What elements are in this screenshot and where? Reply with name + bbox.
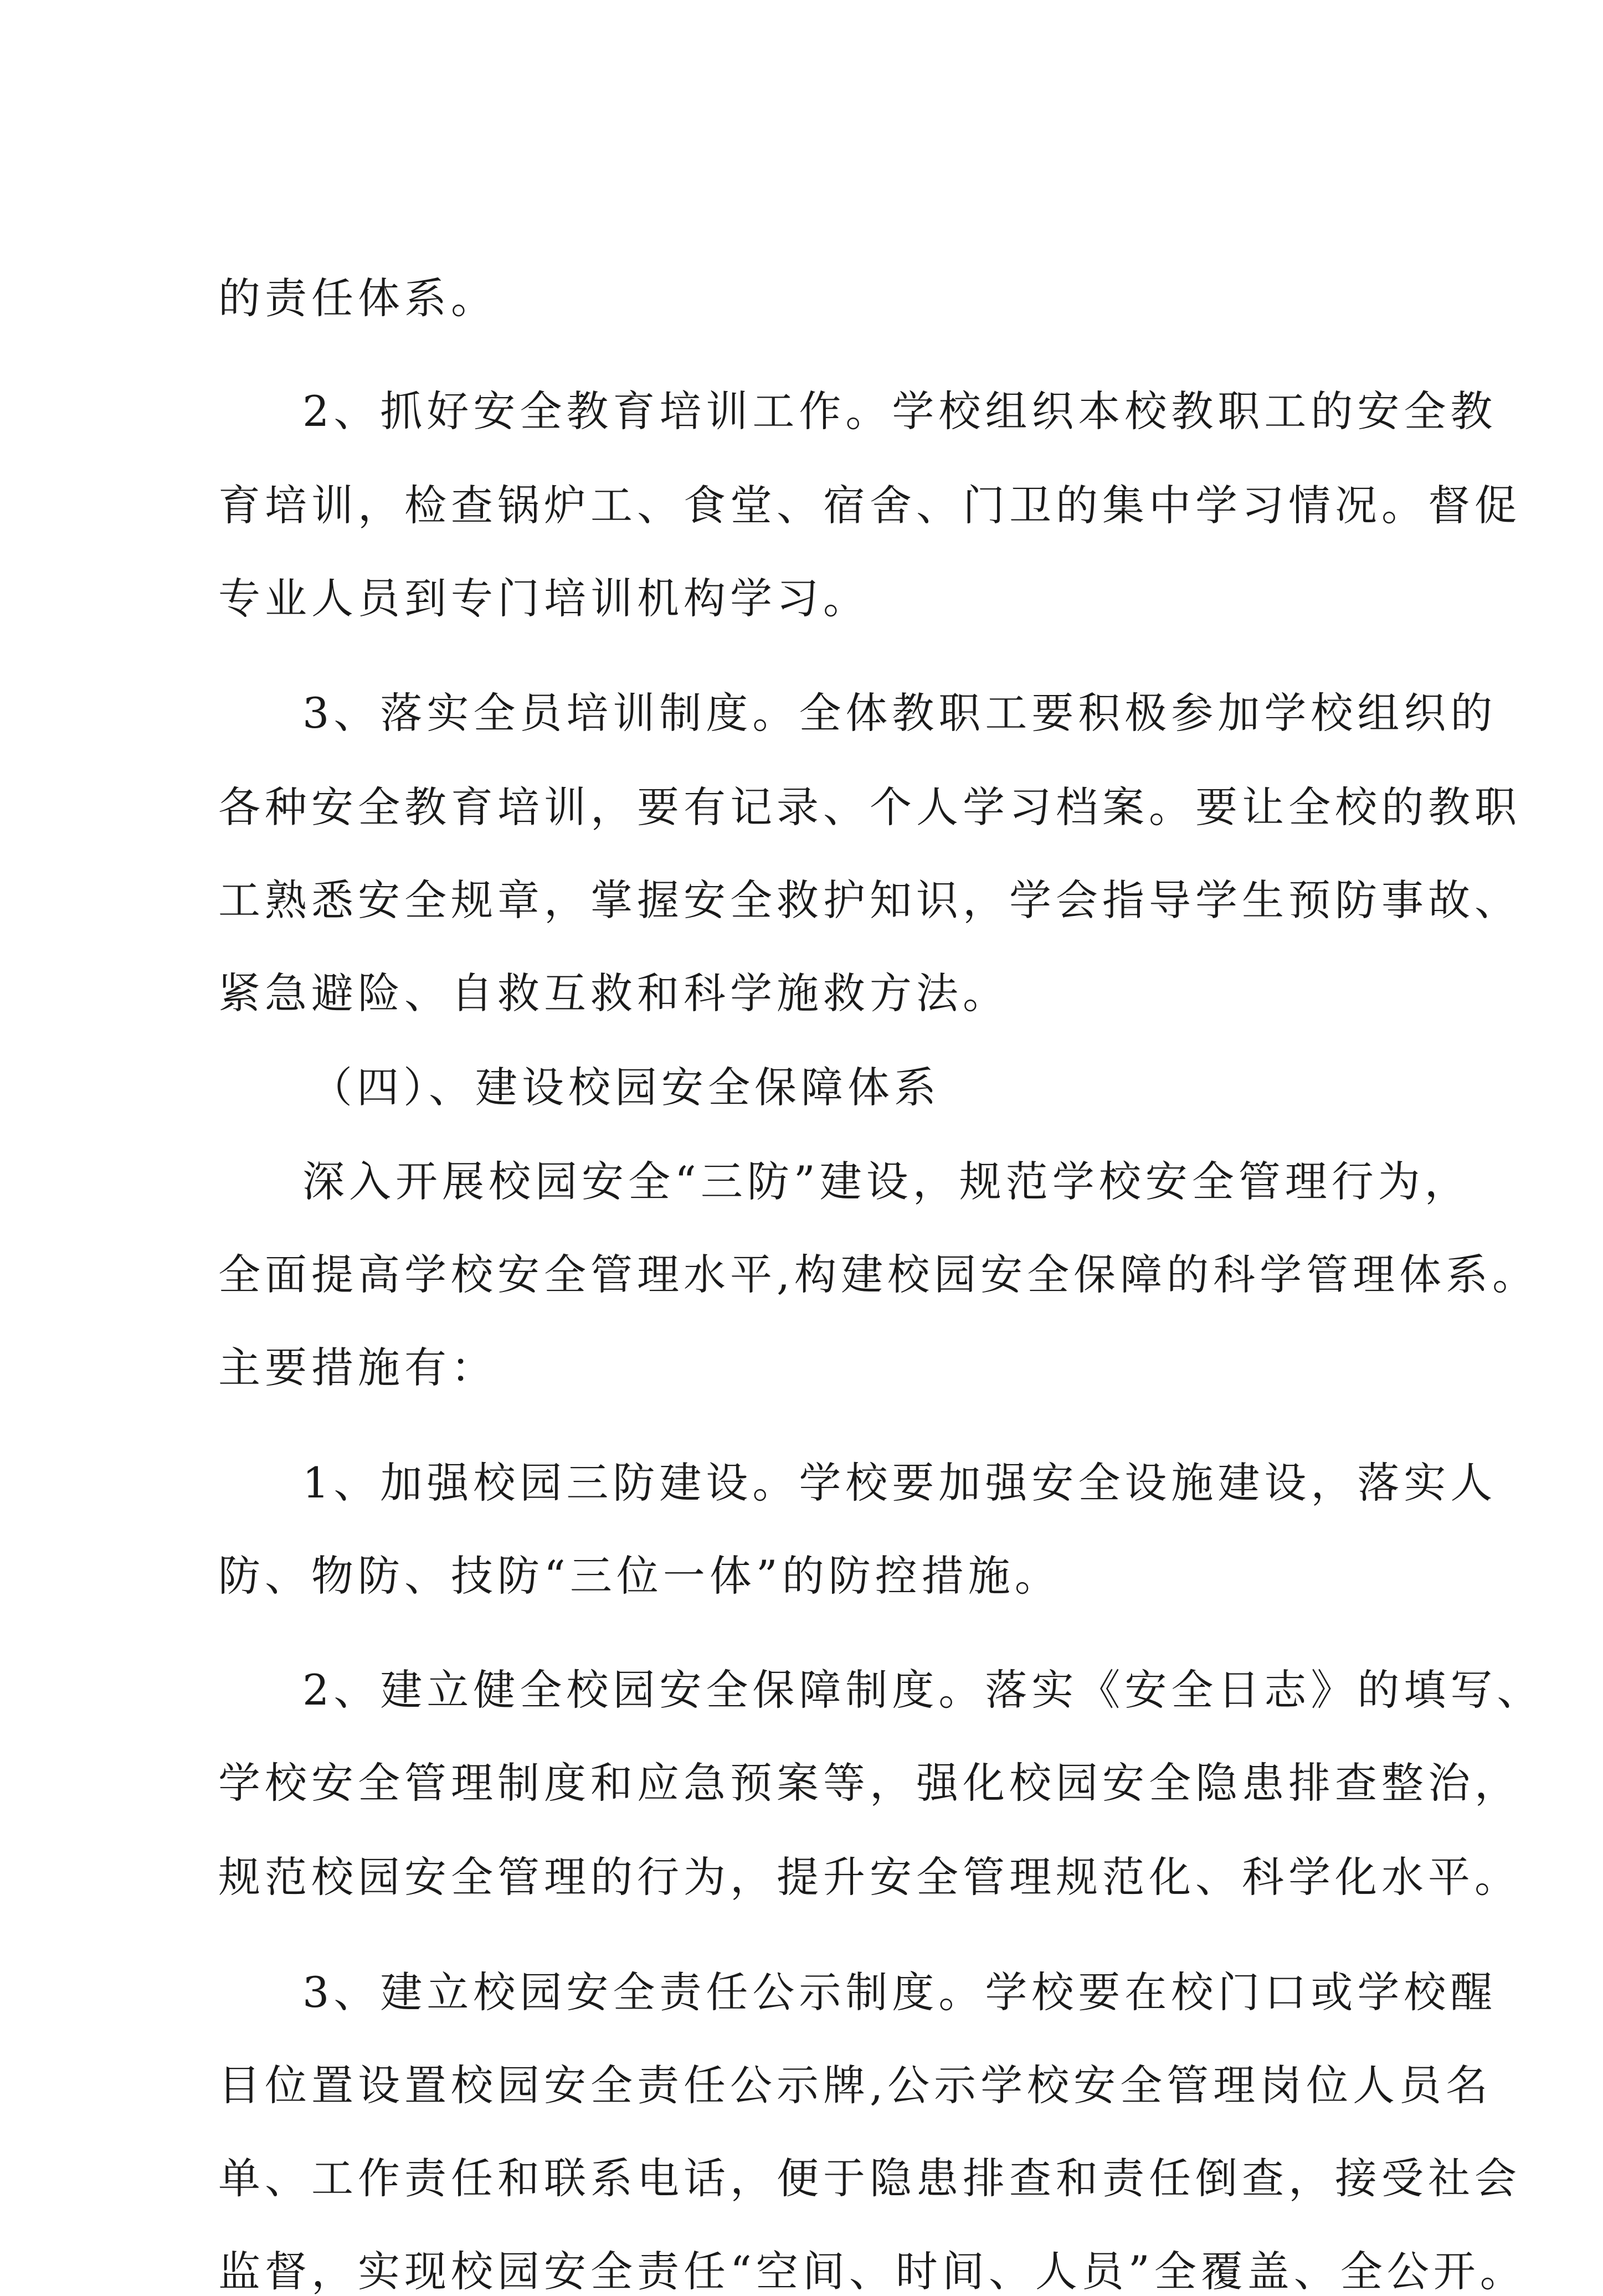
text-line: 3、落实全员培训制度。全体教职工要积极参加学校组织的 bbox=[302, 688, 1497, 738]
text-line: 3、建立校园安全责任公示制度。学校要在校门口或学校醒 bbox=[302, 1968, 1497, 2017]
text-line: 育培训，检查锅炉工、食堂、宿舍、门卫的集中学习情况。督促 bbox=[218, 481, 1521, 530]
text-line: 学校安全管理制度和应急预案等，强化校园安全隐患排查整治， bbox=[218, 1758, 1521, 1808]
text-line: 目位置设置校园安全责任公示牌,公示学校安全管理岗位人员名 bbox=[218, 2061, 1493, 2110]
text-line: 单、工作责任和联系电话，便于隐患排查和责任倒查，接受社会 bbox=[218, 2154, 1521, 2203]
text-line: 主要措施有： bbox=[218, 1343, 497, 1392]
text-line: 紧急避险、自救互救和科学施救方法。 bbox=[218, 969, 1009, 1018]
text-line: 全面提高学校安全管理水平,构建校园安全保障的科学管理体系。 bbox=[218, 1250, 1539, 1299]
section-heading: （四）、建设校园安全保障体系 bbox=[310, 1063, 941, 1112]
text-line: 工熟悉安全规章，掌握安全救护知识，学会指导学生预防事故、 bbox=[218, 876, 1521, 925]
text-line: 监督，实现校园安全责任“空间、时间、人员”全覆盖、全公开。 bbox=[218, 2247, 1527, 2296]
text-line: 规范校园安全管理的行为，提升安全管理规范化、科学化水平。 bbox=[218, 1852, 1521, 1902]
text-line: 各种安全教育培训，要有记录、个人学习档案。要让全校的教职 bbox=[218, 783, 1521, 832]
text-line: 防、物防、技防“三位一体”的防控措施。 bbox=[218, 1551, 1061, 1600]
text-line: 深入开展校园安全“三防”建设，规范学校安全管理行为， bbox=[302, 1157, 1471, 1206]
text-line: 2、建立健全校园安全保障制度。落实《安全日志》的填写、 bbox=[302, 1665, 1544, 1715]
text-line: 的责任体系。 bbox=[218, 274, 497, 323]
text-line: 2、抓好安全教育培训工作。学校组织本校教职工的安全教 bbox=[302, 387, 1497, 436]
text-line: 专业人员到专门培训机构学习。 bbox=[218, 574, 870, 623]
text-line: 1、加强校园三防建设。学校要加强安全设施建设，落实人 bbox=[302, 1458, 1497, 1507]
